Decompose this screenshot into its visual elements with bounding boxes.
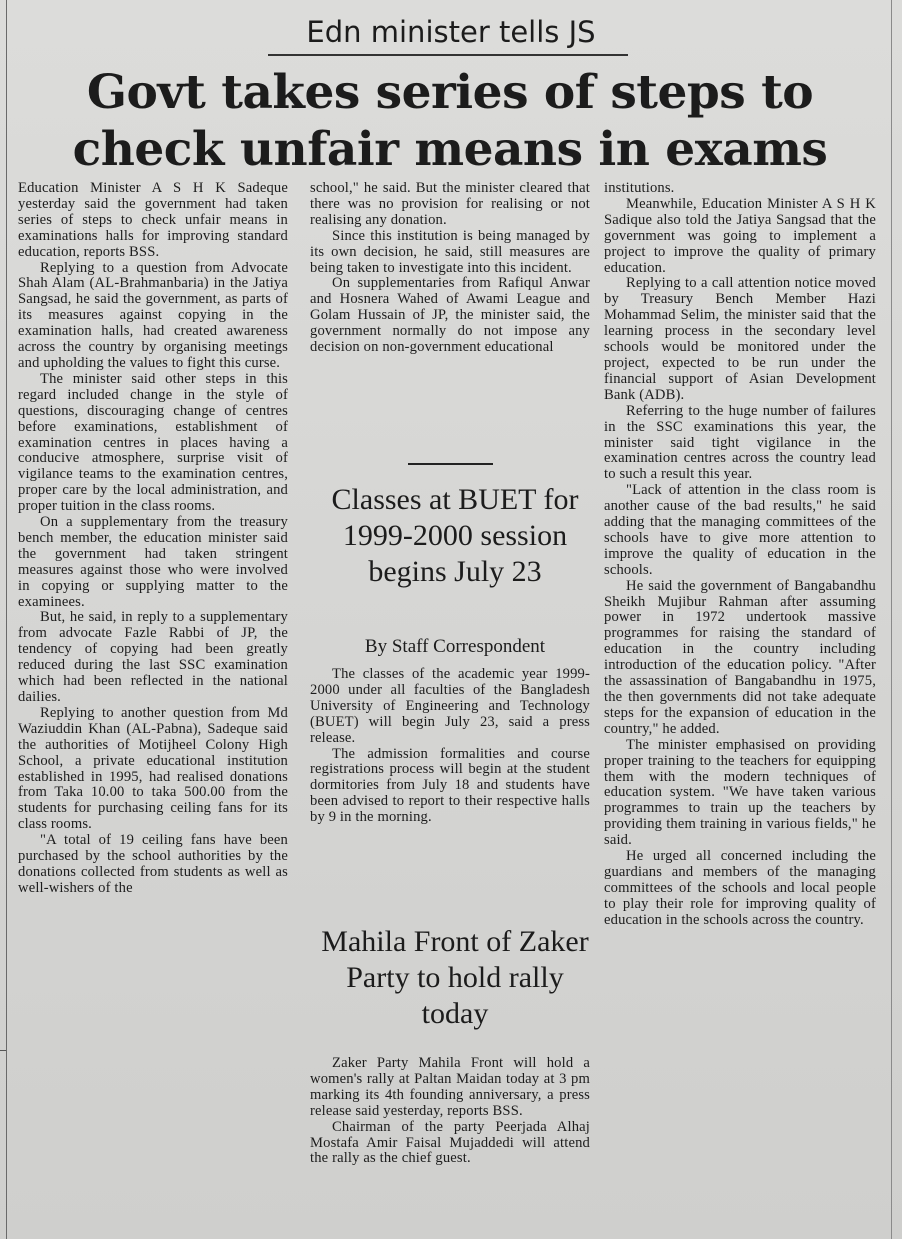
paragraph: "Lack of attention in the class room is another cause of the bad results," he said adding that the managing committees of the schools have to give more attention to improve the quality of education in the schools.: [604, 482, 876, 578]
paragraph: Replying to another question from Md Waziuddin Khan (AL-Pabna), Sadeque said the authorities of Motijheel Colony High School, a private educational institution established in 1995, had realised donations from Taka 10.00 to taka 500.00 from the students for purchasing ceiling fans for its class rooms.: [18, 704, 288, 833]
paragraph: institutions.: [604, 180, 675, 196]
paragraph: The minister emphasised on providing proper training to the teachers for equipping them with the modern techniques of education system. "We have taken various programmes to train up the teachers by providing them training in various fields," he said.: [604, 736, 876, 849]
right-column-rule: [891, 0, 892, 1239]
buet-headline: Classes at BUET for 1999-2000 session begins July 23: [331, 483, 579, 588]
buet-byline: By Staff Correspondent: [364, 636, 546, 657]
article-column-3: [604, 181, 876, 929]
kicker-headline: Edn minister tells JS: [306, 15, 596, 49]
paragraph: Referring to the huge number of failures in the SSC examinations this year, the minister said tight vigilance in the examination centres across the country lead to such a result this year.: [604, 402, 876, 483]
article-column-1: [18, 181, 288, 897]
paragraph: He urged all concerned including the guardians and members of the managing committees of the schools and local people to play their role for improving quality of education in the schools across the country.: [604, 848, 876, 928]
paragraph: Chairman of the party Peerjada Alhaj Mostafa Amir Faisal Mujaddedi will attend the rally as the chief guest.: [310, 1118, 590, 1167]
paragraph: The admission formalities and course registrations process will begin at the student dormitories from July 18 and students have been advised to report to their respective halls by 9 in the morning.: [310, 745, 590, 826]
paragraph: On supplementaries from Rafiqul Anwar and Hosnera Wahed of Awami League and Golam Hussain of JP, the minister said, the government normally do not impose any decision on non-government educational: [310, 275, 590, 356]
paragraph: Zaker Party Mahila Front will hold a women's rally at Paltan Maidan today at 3 pm marking its 4th founding anniversary, a press release said yesterday, reports BSS.: [310, 1055, 590, 1119]
paragraph: He said the government of Bangabandhu Sheikh Mujibur Rahman after assuming power in 1972 undertook massive programmes for raising the standard of education in the country including introduction of the education policy. "After the assassination of Bangabandhu in 1975, the then governments did not take adequate steps for the expansion of education in the country," he added.: [604, 577, 876, 737]
buet-story: [310, 667, 590, 826]
paragraph: But, he said, in reply to a supplementary from advocate Fazle Rabbi of JP, the tendency of copying had been greatly reduced during the last SSC examination which had been reflected in the national dailies.: [18, 609, 288, 705]
mahila-headline: Mahila Front of Zaker Party to hold rally today: [321, 925, 589, 1030]
paragraph: Since this institution is being managed by its own decision, he said, still measures are being taken to investigate into this incident.: [310, 227, 590, 276]
paragraph: school," he said. But the minister cleared that there was no provision for realising or not realising any donation.: [310, 180, 590, 228]
kicker-underline: [268, 54, 628, 56]
story-divider: [408, 463, 493, 465]
paragraph: The classes of the academic year 1999-2000 under all faculties of the Bangladesh University of Engineering and Technology (BUET) will begin July 23, said a press release.: [310, 666, 590, 746]
main-headline: Govt takes series of steps to check unfair means in exams: [72, 65, 828, 177]
left-column-rule: [6, 0, 7, 1239]
paragraph: Replying to a question from Advocate Shah Alam (AL-Brahmanbaria) in the Jatiya Sangsad, he said the government, as parts of its measures against copying in the examination halls, had created awareness across the country by organising meetings and upholding the values to fight this curse.: [18, 259, 288, 371]
paragraph: On a supplementary from the treasury bench member, the education minister said the government had taken stringent measures against those who were involved in copying or supplying matter to the examinees.: [18, 514, 288, 610]
paragraph: "A total of 19 ceiling fans have been purchased by the school authorities by the donations collected from students as well as well-wishers of the: [18, 832, 288, 896]
article-column-2: [310, 181, 590, 356]
paragraph: Education Minister A S H K Sadeque yesterday said the government had taken series of steps to check unfair means in examinations halls for improving standard education, reports BSS.: [18, 180, 288, 260]
paragraph: The minister said other steps in this regard included change in the style of questions, discouraging change of centres before examinations, establishment of examination centres in places having a conducive atmosphere, surprise visit of vigilance teams to the examination centres, proper care by the local administration, and proper tuition in the class rooms.: [18, 370, 288, 515]
paragraph: Meanwhile, Education Minister A S H K Sadique also told the Jatiya Sangsad that the government was going to implement a project to improve the quality of primary education.: [604, 195, 876, 276]
mahila-story: [310, 1056, 590, 1167]
paragraph: Replying to a call attention notice moved by Treasury Bench Member Hazi Mohammad Selim, the minister said that the learning process in the secondary level schools would be monitored under the project, expected to be run under the financial support of Asian Development Bank (ADB).: [604, 275, 876, 403]
margin-tick: [0, 1050, 6, 1051]
